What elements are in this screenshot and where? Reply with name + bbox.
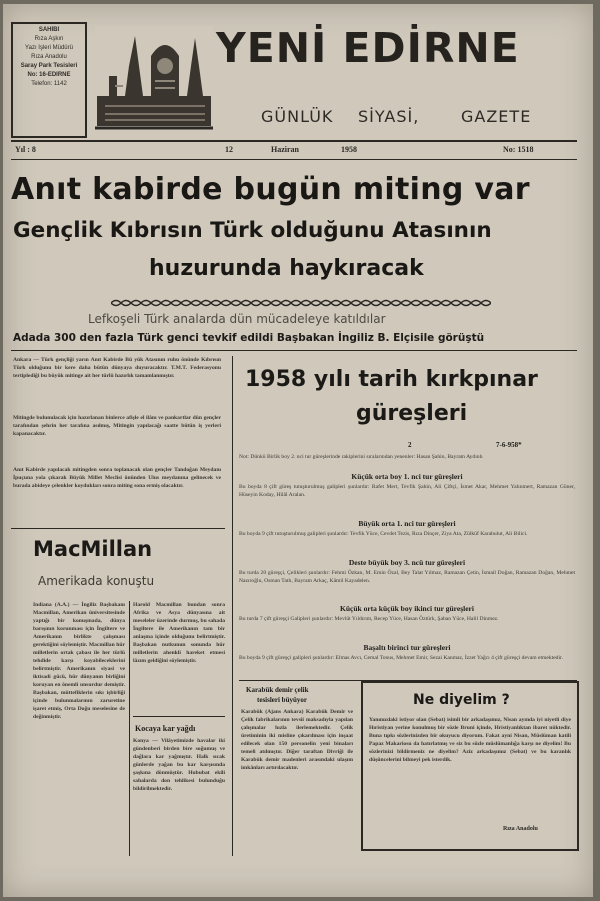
kirkpinar-date: 7-6-958* [496, 441, 522, 449]
ne-diyelim-body: Yanınızdaki istiyor olan (Sebat) isimli bir arkadaşımız, Nisan ayında iyi niyetli diye Hıristiyan yerine konulmuş bir sözle Bruni içinde, Hristiyanlıktan ibaret nüktedir. Buna tıpkı sözlerinizden bir okuyucu diyorum. Fakat ayni Nisan, Müslüman katili Papaz Makariosu da hatırlatmış ve siz bu sözle müslümanlığa karşı ne diyelim! Bu sözlerinizi bildirmeniz ne diyelim? Aziz arkadaşımız (Sebat) ve bu karanlık düşüncelerini bilmeyi pek isterdik. [369, 717, 571, 763]
subtitle-word: SİYASİ, [358, 107, 420, 126]
edirne-skyline-logo [95, 26, 213, 132]
macmillan-subhead: Amerikada konuştu [38, 574, 155, 588]
lead-subhead: huzurunda haykıracak [149, 256, 424, 281]
section-rule [11, 350, 577, 351]
section-rule [11, 528, 225, 529]
karabuk-headline-2: tesisleri büyüyor [257, 696, 307, 704]
kirkpinar-section-body: Bu boyda 8 çift güreş tutuşturulmuş galipleri şunlardır: Rafet Mert, Tevfik Şahin, Ali Çiftçi, İsmet Akar, Mehmet Yalınmert, Ramazan Güner, Hüseyin Koday, Hilâl Aralan. [239, 484, 575, 498]
owner-line: Rıza Anadolu [31, 54, 67, 60]
year-label: Yıl : 8 [15, 145, 36, 154]
macmillan-headline: MacMillan [33, 537, 153, 561]
kirkpinar-section-head: Küçük orta boy 1. nci tur güreşleri [351, 472, 463, 481]
lead-body-paragraph: Ankara — Türk gençliği yarın Anıt Kabirde Bü yük Atasının ruhu önünde Kıbrısın Türk olduğunu bir kere daha bütün dünyaya duyuracaktır. T.M.T. Federasyonu tertiplediği bu büyük mitinge ait her türlü hazırlık tamamlanmıştır. [13, 357, 221, 379]
owner-line: No: 16-EDİRNE [27, 72, 71, 78]
lead-strap: Adada 300 den fazla Türk genci tevkif edildi Başbakan İngiliz B. Elçisile görüştü [13, 332, 485, 344]
karabuk-body: Karabük (Ajans Ankara) Karabük Demir ve Çelik fabrikalarının tevsii maksadıyla yapılan çalışmalar hızla ilerlemektedir. Çelik üretiminin iki misline çıkarılması için inşaat edilecek olan 150 personelin yeni binaları temeli atılmıştır. Diğer taraftan Divriği ile Karabük demir madenleri arasındaki ulaşım imkânları artırılacaktır. [241, 709, 353, 771]
column-rule [232, 356, 233, 856]
macmillan-body-right: Harold Macmillan bundan sonra Afrika ve Asya dünyasına ait meseleler üzerinde durmuş, bu sahada İngiltere ile Amerikanın tam bir anlaşma içinde olduğunu belirtmiştir. Başbakan nutkunun sonunda hür milletlerin ahenkli hareket etmesi lâzım geldiğini söylemiştir. [133, 602, 225, 664]
ne-diyelim-headline: Ne diyelim ? [413, 692, 510, 708]
kirkpinar-headline-2: güreşleri [356, 401, 468, 426]
lead-body-paragraph: Mitingde bulunulacak için hazırlanan binlerce afişle el ilânı ve pankartlar dün gençler tarafından şehrin her tarafına asılmış, Mitingin yapılacağı saatte bütün iş yerleri kapanacaktır. [13, 415, 221, 437]
column-rule [129, 601, 130, 856]
date-year: 1958 [341, 145, 357, 154]
kirkpinar-section-head: Büyük orta 1. nci tur güreşleri [358, 519, 456, 528]
kirkpinar-section-head: Başaltı birinci tur güreşleri [363, 643, 451, 652]
ornament-divider [111, 298, 491, 308]
kocaya-body: Konya — Vilâyetimizde havalar iki gündenberi birden bire soğumuş ve dağlara kar yağmıştır. Halk sıcak günlerde yağan bu kar karşısında şaşkına dönmüştür. Hububat ekili sahalarda don tehlikesi bulunduğu bildirilmektedir. [133, 738, 225, 792]
main-headline: Anıt kabirde bugün miting var [11, 172, 530, 207]
kirkpinar-section-body: Bu turda 20 güreşçi, Çelikleri şunlardır: Fehmi Özkan, M. Emin Özal, Bey Talat Yılmaz, Ramazan Çetin, İsmail Doğan, Ramazan Doğan, Mehmet Nazıroğlu, Osman Tatlı, Bayram Arkaç, Kâmil Kayadelen. [239, 570, 575, 584]
karabuk-headline: Karabük demir çelik [246, 686, 309, 694]
kirkpinar-section-body: Bu boyda 9 çift tutuşturulmuş galipleri şunlardır: Tevfik Yüce, Cevdet Tezis, Rıza Dinçer, Ziya Ata, Zülküf Karabulut, Ali Bilici. [239, 531, 528, 537]
kirkpinar-section-body: Bu boyda 9 çift güreşçi galipleri şunlardır: Elmas Avcı, Cemal Tonus, Mehmet Emir, Sezai Kanmaz, İzzet Yağcı 4 çift güreşçi devam etmektedir. [239, 655, 563, 661]
owner-line: Rıza Aşkın [34, 36, 64, 42]
subtitle-word: GAZETE [461, 107, 532, 126]
kirkpinar-section-head: Küçük orta küçük boy ikinci tur güreşleri [340, 604, 474, 613]
lead-body-paragraph: Anıt Kabirde yapılacak mitingden sonra toplanacak olan gençler Tandoğan Meydanı İpuçuna yola çıkarak Büyük Millet Meclisi önünden Ulus meydanına gelinecek ve burada abideye çelenkler koydukları sonra miting sona ermiş olacaktır. [13, 467, 221, 489]
kirkpinar-intro: Not: Dünkü Birlik boy 2. nci tur güreşlerinde rakiplerini sıralarından yenenler: Hasan Şahin, Bayram Aydınlı [239, 454, 483, 460]
owner-box [11, 22, 87, 138]
owner-line: Telefon: 1142 [31, 81, 67, 87]
newspaper-title: YENİ EDİRNE [216, 24, 520, 72]
section-rule [133, 716, 225, 717]
issue-number: No: 1518 [503, 145, 534, 154]
masthead-rule [11, 140, 577, 142]
kirkpinar-section-body: Bu turda 7 çift güreşçi Galipleri şunlardır: Mevlüt Yıldırım, Recep Yüce, Hasan Öztürk, Şaban Yüce, Halil Dinmez. [239, 616, 499, 622]
ne-diyelim-signature: Rıza Anadolu [503, 826, 538, 832]
date-month: Haziran [271, 145, 299, 154]
date-day: 12 [225, 145, 233, 154]
kocaya-headline: Kocaya kar yağdı [135, 724, 196, 733]
subtitle-word: GÜNLÜK [261, 107, 334, 126]
owner-line: Yazı İşleri Müdürü [25, 45, 73, 51]
kirkpinar-headline: 1958 yılı tarih kırkpınar [245, 367, 538, 392]
owner-line: Saray Park Tesisleri [20, 63, 78, 69]
newspaper-page [3, 4, 593, 897]
lead-deck: Lefkoşeli Türk analarda dün mücadeleye katıldılar [88, 312, 386, 326]
dateline-rule [11, 159, 577, 160]
lead-subhead: Gençlik Kıbrısın Türk olduğunu Atasının [13, 218, 492, 243]
kirkpinar-section-head: Deste büyük boy 3. ncü tur güreşleri [348, 558, 466, 567]
kirkpinar-number: 2 [408, 441, 412, 449]
macmillan-body-left: Indiana (A.A.) — İngiliz Başbakanı Macmillan, Amerikan üniversitesinde yaptığı bir konuşmada, dünya barışının korunması için İngiltere ve Amerikanın birlikte çalışması gerektiğini söylemiştir. Macmillan hür milletlerin ortak çabası ile her türlü tehdide karşı koyabileceklerini belirtmiştir. Amerikanın siyasi ve iktisadi gücü, hür dünyanın birliğini koruyan en önemli unsurdur demiştir. Başbakan, müttefiklerin sıkı işbirliği içinde bulunmalarının zaruretine işaret etmiş, Orta Doğu meselesine de değinmiştir. [33, 602, 125, 720]
owner-line: SAHİBİ [38, 27, 60, 33]
